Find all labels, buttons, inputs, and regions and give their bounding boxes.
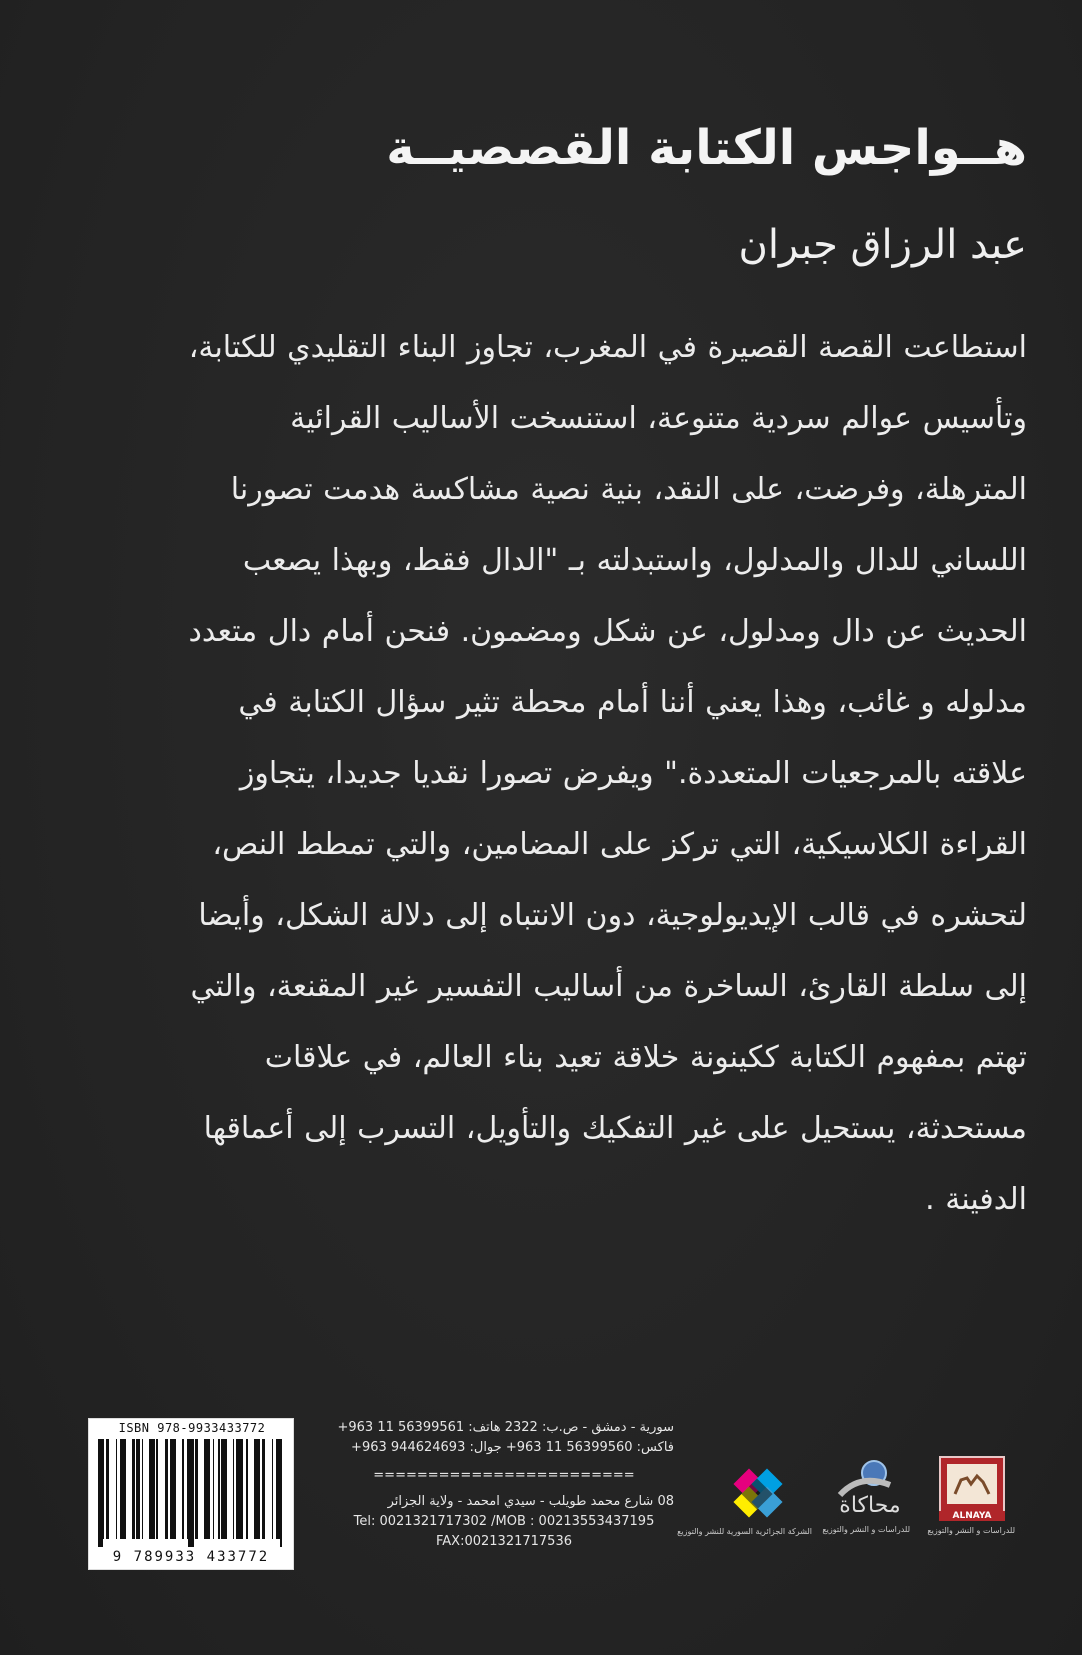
blurb-line: لتحشره في قالب الإيديولوجية، دون الانتباه إلى دلالة الشكل، وأيضا bbox=[198, 898, 1027, 933]
barcode-bar bbox=[257, 1439, 259, 1539]
blurb-line: مستحدثة، يستحيل على غير التفكيك والتأويل، التسرب إلى أعماقها bbox=[203, 1111, 1027, 1146]
barcode-bar bbox=[191, 1439, 194, 1547]
barcode-bar bbox=[276, 1439, 277, 1539]
barcode-bars bbox=[97, 1439, 287, 1547]
book-title: هــواجس الكتابة القصصيــة bbox=[386, 120, 1027, 176]
barcode-bar bbox=[120, 1439, 121, 1539]
algeria-tel: Tel: 0021321717302 /MOB : 00213553437195 bbox=[353, 1514, 655, 1529]
barcode-bar bbox=[149, 1439, 151, 1539]
barcode-bar bbox=[223, 1439, 224, 1539]
barcode-bar bbox=[233, 1439, 234, 1539]
blurb-line: استطاعت القصة القصيرة في المغرب، تجاوز البناء التقليدي للكتابة، bbox=[188, 330, 1027, 365]
muhakat-logo bbox=[822, 1455, 910, 1535]
barcode-bar bbox=[241, 1439, 243, 1539]
barcode-bar bbox=[236, 1439, 239, 1539]
blurb-line: إلى سلطة القارئ، الساخرة من أساليب التفسير غير المقنعة، والتي bbox=[190, 969, 1027, 1004]
blurb-line: وتأسيس عوالم سردية متنوعة، استنسخت الأساليب القرائية bbox=[290, 401, 1027, 436]
barcode-bar bbox=[205, 1439, 208, 1539]
blurb-text bbox=[157, 312, 1027, 1235]
barcode-bar bbox=[124, 1439, 126, 1539]
barcode-bar bbox=[138, 1439, 139, 1539]
barcode-bar bbox=[254, 1439, 257, 1539]
alnaya-logo bbox=[927, 1456, 1015, 1536]
blurb-line: المترهلة، وفرضت، على النقد، بنية نصية مشاكسة هدمت تصورنا bbox=[230, 472, 1027, 507]
blurb-line: القراءة الكلاسيكية، التي تركز على المضامين، والتي تمطط النص، bbox=[212, 827, 1027, 862]
barcode-bar bbox=[98, 1439, 101, 1547]
barcode-bar bbox=[106, 1439, 109, 1539]
barcode-bar bbox=[175, 1439, 176, 1539]
diamond-squares-icon bbox=[712, 1465, 812, 1525]
barcode-bar bbox=[239, 1439, 241, 1539]
barcode-bar bbox=[208, 1439, 210, 1539]
blurb-line: الحديث عن دال ومدلول، عن شكل ومضمون. فنحن أمام دال متعدد bbox=[188, 614, 1027, 649]
barcode-bar bbox=[272, 1439, 273, 1539]
blurb-line: الدفينة . bbox=[925, 1182, 1027, 1217]
logo2-name: محاكاة bbox=[839, 1493, 901, 1518]
barcode-bar bbox=[101, 1439, 103, 1547]
barcode-bar bbox=[103, 1439, 104, 1539]
isbn-digits: 9 789933 433772 bbox=[112, 1549, 270, 1565]
barcode-bar bbox=[182, 1439, 184, 1539]
blurb-line: تهتم بمفهوم الكتابة ككينونة خلاقة تعيد بناء العالم، في علاقات bbox=[264, 1040, 1027, 1075]
barcode-bar bbox=[152, 1439, 155, 1539]
barcode-bar bbox=[132, 1439, 135, 1539]
barcode-bar bbox=[224, 1439, 227, 1539]
barcode-bar bbox=[262, 1439, 265, 1539]
book-author: عبد الرزاق جبران bbox=[738, 222, 1027, 268]
algeria-address: 08 شارع محمد طويلب - سيدي امحمد - ولاية الجزائر bbox=[387, 1494, 674, 1509]
logo3-name: ALNAYA bbox=[939, 1511, 1005, 1521]
logo2-label: للدراسات و النشر والتوزيع bbox=[822, 1525, 910, 1534]
barcode-bar bbox=[187, 1439, 188, 1539]
barcode-bar bbox=[170, 1439, 173, 1539]
camel-icon bbox=[941, 1458, 1003, 1512]
barcode-bar bbox=[213, 1439, 214, 1539]
logo1-label: الشركة الجزائرية السورية للنشر والتوزيع bbox=[677, 1527, 812, 1536]
isbn-label: ISBN 978-9933433772 bbox=[118, 1421, 266, 1435]
algeria-fax: FAX:0021321717536 bbox=[436, 1534, 572, 1549]
barcode-bar bbox=[116, 1439, 117, 1539]
isbn-barcode bbox=[88, 1418, 294, 1570]
blurb-line: مدلوله و غائب، وهذا يعني أننا أمام محطة تثير سؤال الكتابة في bbox=[238, 685, 1027, 720]
publisher-info bbox=[334, 1418, 674, 1552]
barcode-bar bbox=[277, 1439, 280, 1539]
barcode-bar bbox=[173, 1439, 175, 1539]
barcode-bar bbox=[195, 1439, 198, 1539]
barcode-bar bbox=[165, 1439, 168, 1539]
barcode-bar bbox=[218, 1439, 220, 1539]
barcode-bar bbox=[259, 1439, 260, 1539]
barcode-bar bbox=[156, 1439, 158, 1539]
blurb-line: علاقته بالمرجعيات المتعددة." ويفرض تصورا نقديا جديدا، يتجاوز bbox=[239, 756, 1027, 791]
barcode-bar bbox=[142, 1439, 143, 1539]
barcode-bar bbox=[151, 1439, 152, 1539]
logo3-label: للدراسات و النشر والتوزيع bbox=[927, 1526, 1015, 1535]
barcode-bar bbox=[221, 1439, 223, 1539]
barcode-bar bbox=[246, 1439, 248, 1539]
barcode-bar bbox=[136, 1439, 138, 1539]
barcode-bar bbox=[121, 1439, 124, 1539]
syria-phones: فاكس: 56399560 11 963+ جوال: 944624693 963+ bbox=[351, 1440, 674, 1455]
info-separator: ======================== bbox=[373, 1468, 635, 1483]
barcode-bar bbox=[139, 1439, 140, 1539]
barcode-bar bbox=[188, 1439, 191, 1547]
syrian-algerian-company-logo bbox=[677, 1465, 812, 1545]
blurb-line: اللساني للدال والمدلول، واستبدلته بـ "الدال فقط، وبهذا يصعب bbox=[242, 543, 1027, 578]
barcode-bar bbox=[204, 1439, 205, 1539]
barcode-bar bbox=[280, 1439, 282, 1547]
syria-address: سورية - دمشق - ص.ب: 2322 هاتف: 56399561 11 963+ bbox=[337, 1420, 674, 1435]
alnaya-emblem bbox=[939, 1456, 1005, 1514]
